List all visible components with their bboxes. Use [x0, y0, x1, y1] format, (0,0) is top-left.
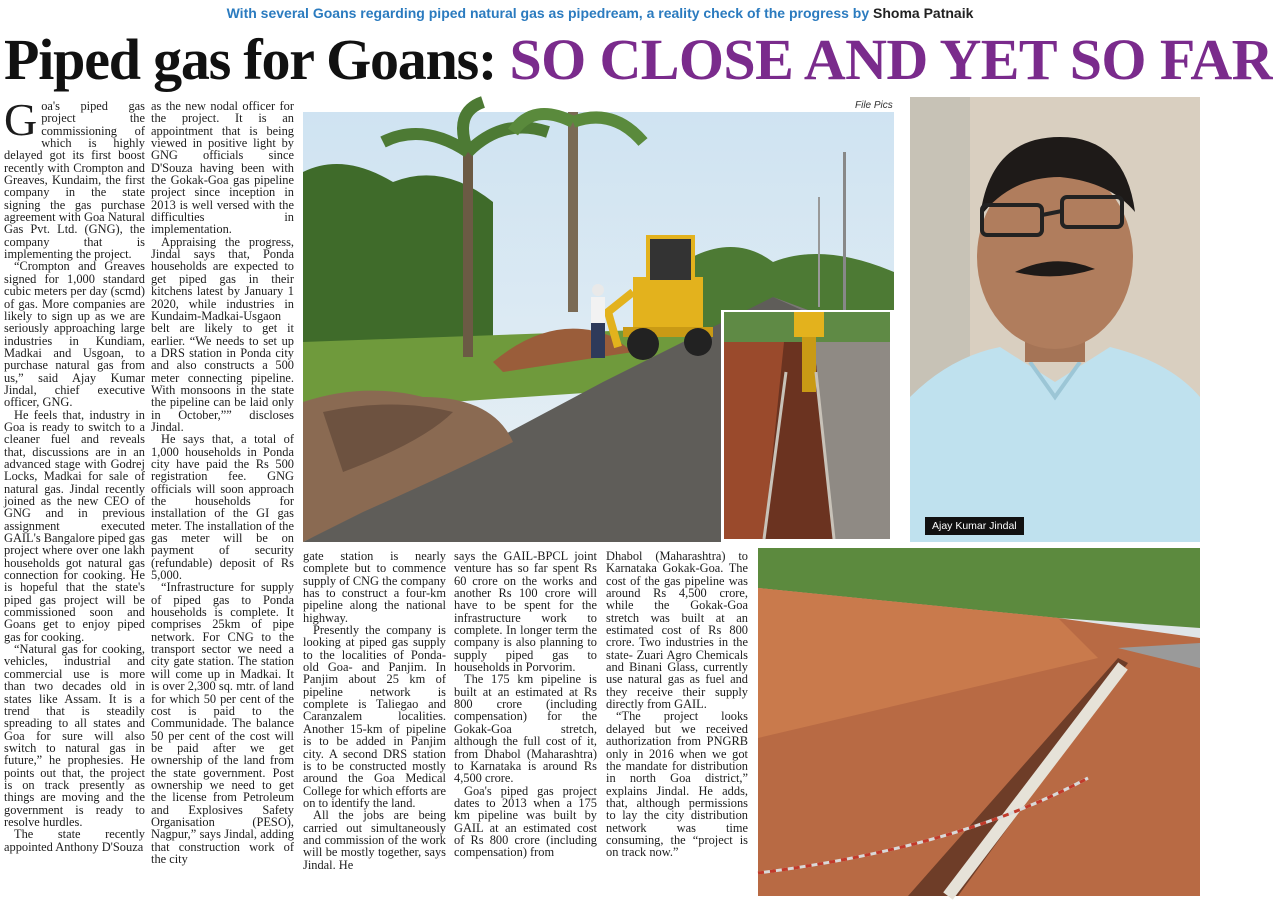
article-column-1 [4, 94, 145, 896]
drop-cap: G [4, 94, 38, 145]
article-paragraph: Appraising the progress, Jindal says that, Ponda households are expected to get piped gas in their kitchens latest by January 1 2020, while industries in Kundaim-Madkai-Usgaon belt are likely to get it earlier. “We needs to set up a DRS station in Ponda city and also constructs a 500 meter connecting pipeline. With monsoons in the state the pipeline can be laid only in October,”” discloses Jindal. [151, 234, 294, 434]
kicker-line [0, 5, 1200, 21]
article-column-3 [303, 550, 446, 896]
article-paragraph: All the jobs are being carried out simultaneously and commission of the work will be mostly together, says Jindal. He [303, 808, 446, 872]
article-paragraph: He says that, a total of 1,000 households in Ponda city have paid the Rs 500 registration fee. GNG officials will soon approach the households for installation of the GI gas meter. The installation of the gas meter will be on payment of security (refundable) deposit of Rs 5,000. [151, 432, 294, 583]
article-paragraph: Presently the company is looking at piped gas supply to the localities of Ponda- old Goa- and Panjim. In Panjim about 25 km of pipeline network is complete is Taliegao and Caranzalem localities. Another 15-km of pipeline is to be added in Panjim city. A second DRS station is to be constructed mostly around the Goa Medical College for which efforts are on to identify the land. [303, 623, 446, 810]
headline-purple: SO CLOSE AND YET SO FAR [509, 27, 1273, 92]
trench-inset-photo [724, 312, 890, 539]
headline [4, 27, 1273, 92]
article-paragraph: The 175 km pipeline is built at an estimated at Rs 800 crore (including compensation) for the Gokak-Goa stretch, although the full cost of it, from Dhabol (Maharashtra) to Karnataka is around Rs 4,500 crore. [454, 672, 597, 786]
article-column-4 [454, 550, 597, 896]
kicker-text: With several Goans regarding piped natural gas as pipedream, a reality check of the progress by [226, 5, 870, 21]
article-paragraph: Goa's piped gas project dates to 2013 when a 175 km pipeline was built by GAIL at an estimated cost of Rs 800 crore (including compensation) from [454, 783, 597, 860]
headline-black: Piped gas for Goans: [4, 27, 497, 92]
trench-illustration [724, 312, 890, 539]
article-paragraph: “Crompton and Greaves signed for 1,000 standard cubic meters per day (scmd) of gas. More companies are likely to sign up as we are seriously approaching large industries in Kundiam, Madkai and Usgoan, to purchase natural gas from us,” said Ajay Kumar Jindal, chief executive officer, GNG. [4, 259, 145, 410]
portrait-illustration [910, 97, 1200, 542]
portrait-caption: Ajay Kumar Jindal [925, 517, 1024, 535]
article-paragraph: He feels that, industry in Goa is ready to switch to a cleaner fuel and reveals that, discussions are in an advanced stage with Godrej Locks, Madkai for sale of natural gas. Jindal recently joined as the new CEO of GNG and in previous assignment executed GAIL's Bangalore piped gas project where over one lakh households got natural gas connection for cooking. He is hopeful that the state's piped gas project will be commissioned soon and Goans get to enjoy piped gas for cooking. [4, 407, 145, 644]
article-column-2 [151, 99, 294, 866]
article-paragraph: “The project looks delayed but we received authorization from PNGRB only in 2016 when we got the mandate for distribution in north Goa district,” explains Jindal. He adds, that, although permissions to lay the city distribution network was time consuming, the “project is on track now.” [606, 709, 748, 860]
article-paragraph: Dhabol (Maharashtra) to Karnataka Gokak-Goa. The cost of the gas pipeline was around Rs 4,500 crore, while the Gokak-Goa stretch was built at an estimated cost of Rs 800 crore. Two industries in the state- Zuari Agro Chemicals and Binani Glass, currently use natural gas as fuel and they receive their supply directly from GAIL. [606, 549, 748, 712]
photo-credit: File Pics [855, 100, 893, 111]
article-paragraph [4, 94, 145, 262]
article-paragraph: gate station is nearly complete but to commence supply of CNG the company has to construct a four-km pipeline along the national highway. [303, 549, 446, 625]
article-paragraph: The state recently appointed Anthony D'Souza [4, 827, 145, 854]
article-paragraph: says the GAIL-BPCL joint venture has so far spent Rs 60 crore on the works and another Rs 100 crore will have to be spent for the infrastructure work to complete. In longer term the company is also planning to supply piped gas to households in Porvorim. [454, 549, 597, 675]
byline: Shoma Patnaik [873, 5, 974, 21]
pipeline-illustration [758, 548, 1200, 896]
portrait-photo [910, 97, 1200, 542]
pipeline-photo [758, 548, 1200, 896]
article-paragraph: as the new nodal officer for the project. It is an appointment that is being viewed in positive light by GNG officials since D'Souza having been with the Gokak-Goa gas pipeline project since inception in 2013 is well versed with the difficulties in implementation. [151, 99, 294, 237]
lead-text: oa's piped gas project the commissioning of which is highly delayed got its first boost recently with Crompton and Greaves, Kundaim, the first company in the state signing the gas purchase agreement with Goa Natural Gas Pvt. Ltd. (GNG), the company that is implementing the project. [4, 99, 145, 262]
article-paragraph: “Infrastructure for supply of piped gas to Ponda households is complete. It comprises 25km of pipe network. For CNG to the transport sector we need a city gate station. The station will come up in Madkai. It is over 2,300 sq. mtr. of land for which 50 per cent of the cost is paid to the Communidade. The balance 50 per cent of the cost will be paid after we get ownership of the land from the state government. Post ownership we need to get the license from Petroleum and Explosives Safety Organisation (PESO), Nagpur,” says Jindal, adding that construction work of the city [151, 580, 294, 866]
article-paragraph: “Natural gas for cooking, vehicles, industrial and commercial use is more than two decades old in states like Assam. It is a trend that is steadily spreading to all states and Goa for sure will also switch to natural gas in future,” he prophesies. He points out that, the project is on track presently as things are moving and the government is ready to resolve hurdles. [4, 642, 145, 829]
article-column-5 [606, 550, 748, 896]
